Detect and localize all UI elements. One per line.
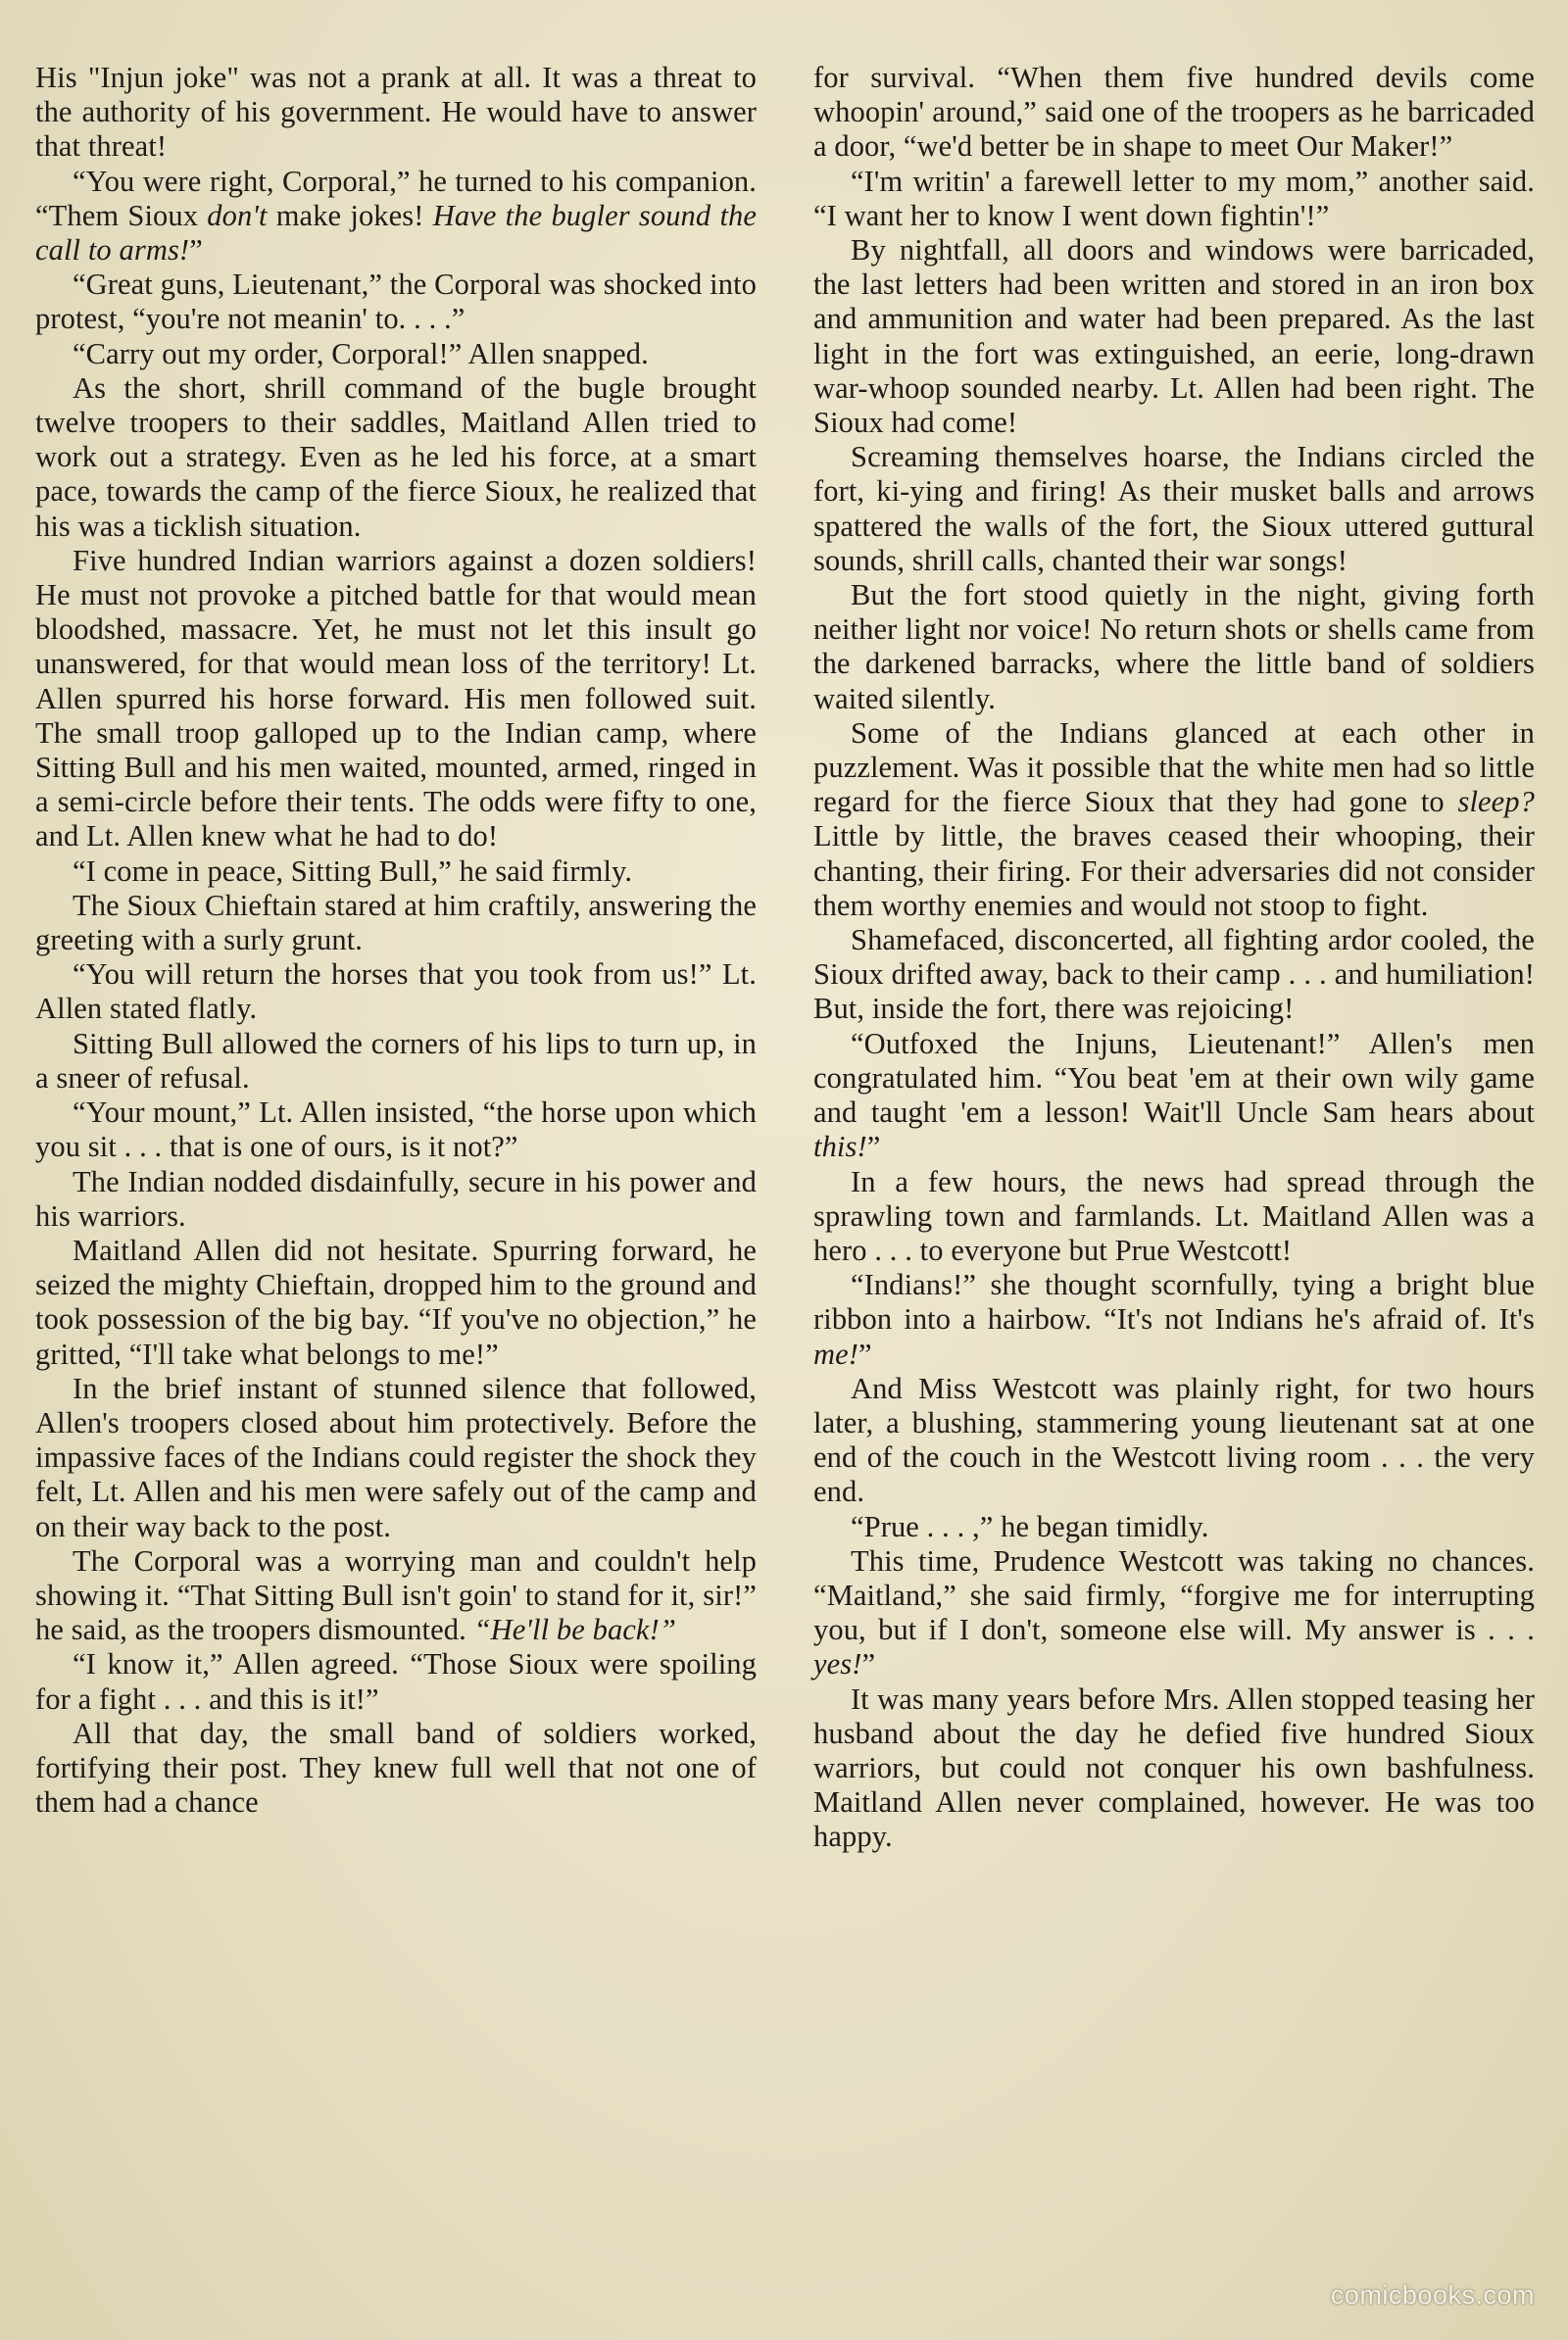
paragraph: Five hundred Indian warriors against a dozen soldiers! He must not provoke a pitched battle for that would mean bloodshed, massacre. Yet, he must not let this insult go unanswered, for that would mean loss of the territory! Lt. Allen spurred his horse forward. His men followed suit. The small troop galloped up to the Indian camp, where Sitting Bull and his men waited, mounted, armed, ringed in a semi-circle before their tents. The odds were fifty to one, and Lt. Allen knew what he had to do! [35, 543, 757, 853]
paragraph: “Carry out my order, Corporal!” Allen snapped. [73, 336, 649, 370]
paragraph: The Corporal was a worrying man and couldn't help showing it. “That Sitting Bull isn't goin' to stand for it, sir!” he said, as the troopers dismounted. “He'll be back!” [35, 1543, 757, 1647]
paragraph: “I'm writin' a farewell letter to my mom,” another said. “I want her to know I went down fightin'!” [813, 164, 1535, 232]
paragraph: In a few hours, the news had spread through the sprawling town and farmlands. Lt. Maitland Allen was a hero . . . to everyone but Prue Westcott! [813, 1164, 1535, 1267]
paragraph: Screaming themselves hoarse, the Indians circled the fort, ki-ying and firing! As their musket balls and arrows spattered the walls of the fort, the Sioux uttered guttural sounds, shrill calls, chanted their war songs! [813, 440, 1535, 577]
paragraph: “You were right, Corporal,” he turned to his companion. “Them Sioux don't make jokes! Have the bugler sound the call to arms!” [35, 164, 758, 268]
paragraph: The Sioux Chieftain stared at him craftily, answering the greeting with a surly grunt. [35, 888, 757, 957]
paragraph: The Indian nodded disdainfully, secure in his power and his warriors. [35, 1164, 757, 1233]
paragraph: Sitting Bull allowed the corners of his lips to turn up, in a sneer of refusal. [35, 1026, 757, 1095]
paragraph: This time, Prudence Westcott was taking no chances. “Maitland,” she said firmly, “forgive me for interrupting you, but if I don't, someone else will. My answer is . . . yes!” [813, 1543, 1535, 1682]
paragraph: “Your mount,” Lt. Allen insisted, “the horse upon which you sit . . . that is one of ours, is it not?” [35, 1096, 757, 1164]
paragraph: And Miss Westcott was plainly right, for two hours later, a blushing, stammering young lieutenant sat at one end of the couch in the Westcott living room . . . the very end. [813, 1371, 1535, 1509]
paragraph: “I know it,” Allen agreed. “Those Sioux were spoiling for a fight . . . and this is it!” [35, 1647, 757, 1716]
left-text-column [35, 61, 757, 2285]
paragraph: “Prue . . . ,” he began timidly. [851, 1509, 1209, 1543]
site-watermark: comicbooks.com [1330, 2280, 1535, 2310]
right-text-column [813, 61, 1535, 2285]
paragraph: All that day, the small band of soldiers worked, fortifying their post. They knew full well that not one of them had a chance [35, 1716, 757, 1820]
paragraph: “You will return the horses that you took from us!” Lt. Allen stated flatly. [35, 957, 757, 1026]
paragraph: “I come in peace, Sitting Bull,” he said firmly. [73, 853, 633, 888]
paragraph: for survival. “When them five hundred devils come whoopin' around,” said one of the troopers as he barricaded a door, “we'd better be in shape to meet Our Maker!” [813, 61, 1535, 164]
paragraph: But the fort stood quietly in the night, giving forth neither light nor voice! No return shots or shells came from the darkened barracks, where the little band of soldiers waited silently. [813, 578, 1535, 715]
paragraph: Shamefaced, disconcerted, all fighting ardor cooled, the Sioux drifted away, back to their camp . . . and humiliation! But, inside the fort, there was rejoicing! [813, 923, 1535, 1026]
paragraph: By nightfall, all doors and windows were barricaded, the last letters had been written and stored in an iron box and ammunition and water had been prepared. As the last light in the fort was extinguished, an eerie, long-drawn war-whoop sounded nearby. Lt. Allen had been right. The Sioux had come! [813, 233, 1535, 440]
paragraph: Some of the Indians glanced at each other in puzzlement. Was it possible that the white men had so little regard for the fierce Sioux that they had gone to sleep? Little by little, the braves ceased their whooping, their chanting, their firing. For their adversaries did not consider them worthy enemies and would not stoop to fight. [813, 715, 1535, 922]
paragraph: “Outfoxed the Injuns, Lieutenant!” Allen's men congratulated him. “You beat 'em at their own wily game and taught 'em a lesson! Wait'll Uncle Sam hears about this!” [813, 1026, 1535, 1164]
story-page [35, 61, 1535, 2285]
paragraph: His "Injun joke" was not a prank at all. It was a threat to the authority of his government. He would have to answer that threat! [35, 61, 757, 164]
paragraph: “Indians!” she thought scornfully, tying a bright blue ribbon into a hairbow. “It's not Indians he's afraid of. It's me!” [813, 1268, 1535, 1371]
paragraph: As the short, shrill command of the bugle brought twelve troopers to their saddles, Maitland Allen tried to work out a strategy. Even as he led his force, at a smart pace, towards the camp of the fierce Sioux, he realized that his was a ticklish situation. [35, 370, 757, 543]
paragraph: It was many years before Mrs. Allen stopped teasing her husband about the day he defied five hundred Sioux warriors, but could not conquer his own bashfulness. Maitland Allen never complained, however. He was too happy. [813, 1682, 1535, 1854]
paragraph: “Great guns, Lieutenant,” the Corporal was shocked into protest, “you're not meanin' to. . . .” [35, 268, 757, 336]
paragraph: Maitland Allen did not hesitate. Spurring forward, he seized the mighty Chieftain, dropped him to the ground and took possession of the big bay. “If you've no objection,” he gritted, “I'll take what belongs to me!” [35, 1233, 757, 1371]
paragraph: In the brief instant of stunned silence that followed, Allen's troopers closed about him protectively. Before the impassive faces of the Indians could register the shock they felt, Lt. Allen and his men were safely out of the camp and on their way back to the post. [35, 1371, 757, 1543]
